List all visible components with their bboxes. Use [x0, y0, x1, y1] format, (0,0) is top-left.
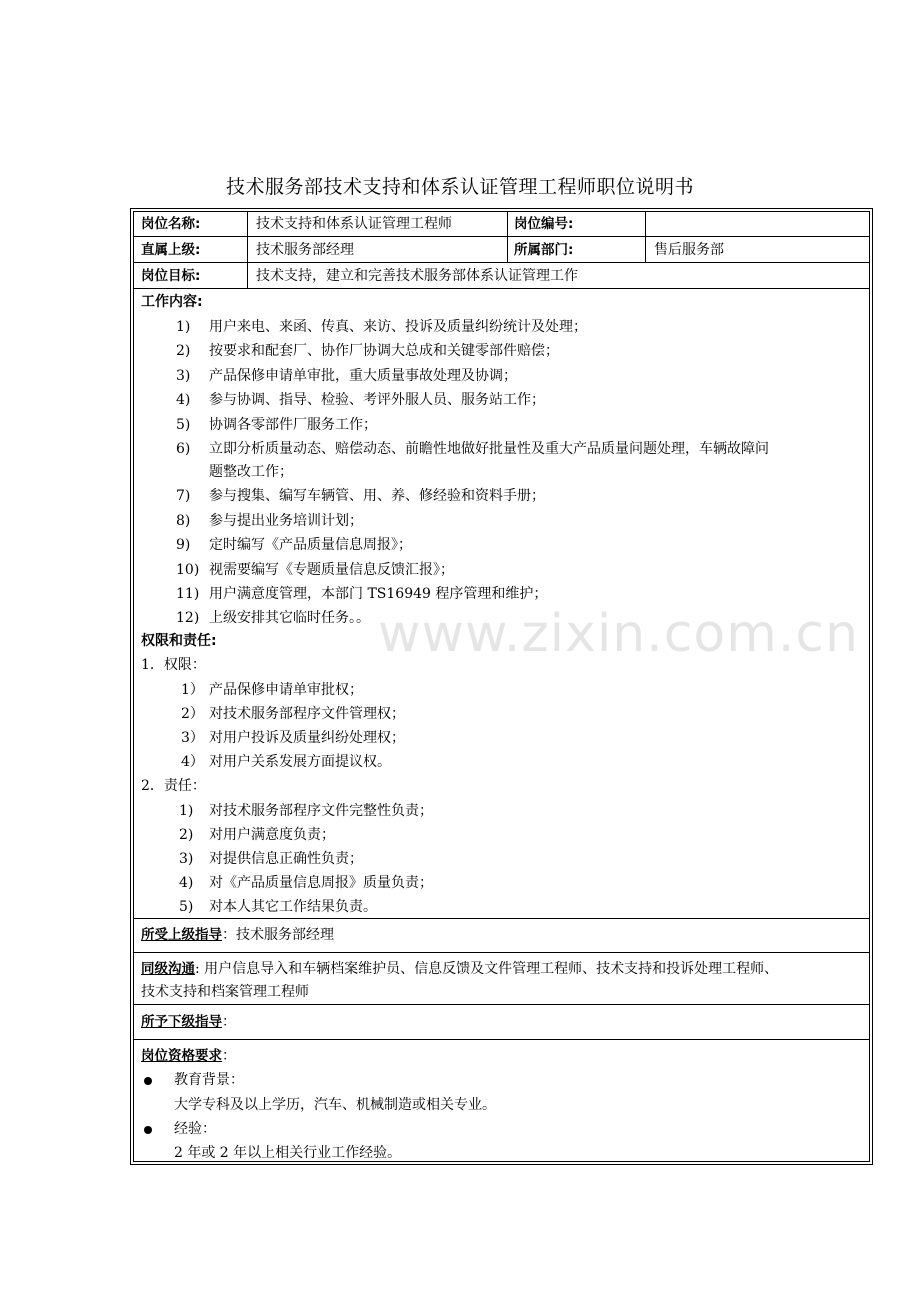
- guidance-to-label: 所予下级指导: [141, 1014, 222, 1030]
- list-item: 对用户投诉及质量纠纷处理权；: [209, 730, 405, 746]
- list-item: 协调各零部件厂服务工作；: [209, 416, 377, 433]
- list-item-number: 4): [179, 875, 194, 891]
- list-item: 对提供信息正确性负责；: [209, 851, 363, 867]
- education-detail: 大学专科及以上学历，汽车、机械制造或相关专业。: [174, 1097, 496, 1113]
- row-divider: [134, 918, 869, 919]
- list-item: 视需要编写《专题质量信息反馈汇报》；: [209, 561, 454, 578]
- guidance-to-subordinates: [141, 1012, 236, 1032]
- list-item-number: 9): [176, 537, 191, 554]
- list-item-number: 11): [176, 586, 200, 602]
- job-name-label: 岗位名称:: [141, 216, 201, 232]
- list-item: 对用户满意度负责；: [209, 827, 335, 843]
- list-item: 对技术服务部程序文件管理权；: [209, 706, 405, 722]
- list-item-number: 3): [179, 851, 194, 867]
- list-item-number: 5): [179, 899, 194, 915]
- experience-detail: 2 年或 2 年以上相关行业工作经验。: [174, 1145, 402, 1161]
- col-divider: [645, 212, 646, 262]
- job-goal-value: 技术支持，建立和完善技术服务部体系认证管理工作: [256, 268, 578, 284]
- list-item: 产品保修申请单审批权；: [209, 682, 363, 698]
- list-item-number: 10): [176, 561, 200, 578]
- guidance-from-superior: [141, 925, 334, 945]
- work-content-title: 工作内容:: [141, 294, 203, 310]
- peer-communication-continued: 技术支持和档案管理工程师: [141, 984, 309, 1000]
- bullet-icon: [144, 1126, 152, 1134]
- list-item-number: 4）: [181, 754, 204, 770]
- qualifications: [141, 1046, 236, 1066]
- list-item-number: 6): [176, 441, 191, 457]
- list-item: 对《产品质量信息周报》质量负责；: [209, 875, 433, 891]
- job-goal-label: 岗位目标:: [141, 268, 201, 284]
- list-item-continued: 题整改工作；: [209, 464, 293, 480]
- list-item: 立即分析质量动态、赔偿动态、前瞻性地做好批量性及重大产品质量问题处理，车辆故障问: [209, 441, 769, 457]
- list-item-number: 1）: [181, 682, 204, 698]
- job-code-label: 岗位编号:: [514, 216, 574, 232]
- list-item-number: 2）: [181, 706, 204, 722]
- authority-title: 权限和责任:: [141, 633, 217, 649]
- list-item: 参与提出业务培训计划；: [209, 512, 363, 529]
- guidance-to-value: ：: [222, 1014, 236, 1030]
- qualifications-colon: ：: [222, 1048, 236, 1064]
- superior-label: 直属上级:: [141, 242, 201, 258]
- list-item: 参与搜集、编写车辆管、用、养、修经验和资料手册；: [209, 488, 545, 505]
- guidance-from-value: ：技术服务部经理: [222, 927, 334, 943]
- responsibility-subtitle: 2．责任：: [141, 778, 206, 794]
- watermark: www.zixin.com.cn: [378, 604, 859, 664]
- document-title: 技术服务部技术支持和体系认证管理工程师职位说明书: [225, 176, 694, 198]
- col-divider: [507, 212, 508, 262]
- bullet-icon: [144, 1077, 152, 1085]
- list-item-number: 4): [176, 392, 191, 409]
- list-item: 上级安排其它临时任务。。: [209, 610, 370, 627]
- list-item: 对用户关系发展方面提议权。: [209, 754, 391, 770]
- guidance-from-label: 所受上级指导: [141, 927, 222, 943]
- list-item-number: 2): [176, 343, 191, 360]
- list-item-number: 8): [176, 512, 191, 529]
- list-item: 定时编写《产品质量信息周报》；: [209, 537, 412, 554]
- education-title: 教育背景：: [174, 1072, 244, 1088]
- list-item: 对本人其它工作结果负责。: [209, 899, 377, 915]
- list-item: 用户来电、来函、传真、来访、投诉及质量纠纷统计及处理；: [209, 319, 587, 335]
- peer-communication-label: 同级沟通: [141, 961, 195, 977]
- row-divider: [134, 262, 869, 263]
- row-divider: [134, 236, 869, 237]
- job-name-value: 技术支持和体系认证管理工程师: [256, 216, 452, 232]
- list-item: 按要求和配套厂、协作厂协调大总成和关键零部件赔偿；: [209, 343, 559, 360]
- list-item-number: 1): [176, 319, 191, 335]
- list-item: 参与协调、指导、检验、考评外服人员、服务站工作；: [209, 392, 545, 409]
- experience-title: 经验：: [174, 1121, 216, 1137]
- list-item: 产品保修申请单审批，重大质量事故处理及协调；: [209, 367, 517, 384]
- col-divider: [247, 212, 248, 288]
- job-description-table: [130, 208, 873, 1165]
- list-item-number: 1): [179, 803, 194, 819]
- department-label: 所属部门:: [514, 242, 574, 258]
- table-inner-border: [133, 211, 870, 1162]
- list-item-number: 2): [179, 827, 194, 843]
- list-item-number: 3): [176, 367, 191, 384]
- list-item: 用户满意度管理，本部门 TS16949 程序管理和维护；: [209, 586, 548, 602]
- qualifications-label: 岗位资格要求: [141, 1048, 222, 1064]
- superior-value: 技术服务部经理: [256, 242, 354, 258]
- row-divider: [134, 1004, 869, 1005]
- row-divider: [134, 952, 869, 953]
- list-item: 对技术服务部程序文件完整性负责；: [209, 803, 433, 819]
- row-divider: [134, 1039, 869, 1040]
- list-item-number: 7): [176, 488, 191, 505]
- authority-subtitle: 1．权限：: [141, 657, 206, 673]
- list-item-number: 3）: [181, 730, 204, 746]
- department-value: 售后服务部: [654, 242, 724, 258]
- list-item-number: 5): [176, 416, 191, 433]
- list-item-number: 12): [176, 610, 200, 627]
- peer-communication-value: : 用户信息导入和车辆档案维护员、信息反馈及文件管理工程师、技术支持和投诉处理工程师、: [195, 961, 779, 977]
- peer-communication: [141, 959, 778, 979]
- row-divider: [134, 288, 869, 289]
